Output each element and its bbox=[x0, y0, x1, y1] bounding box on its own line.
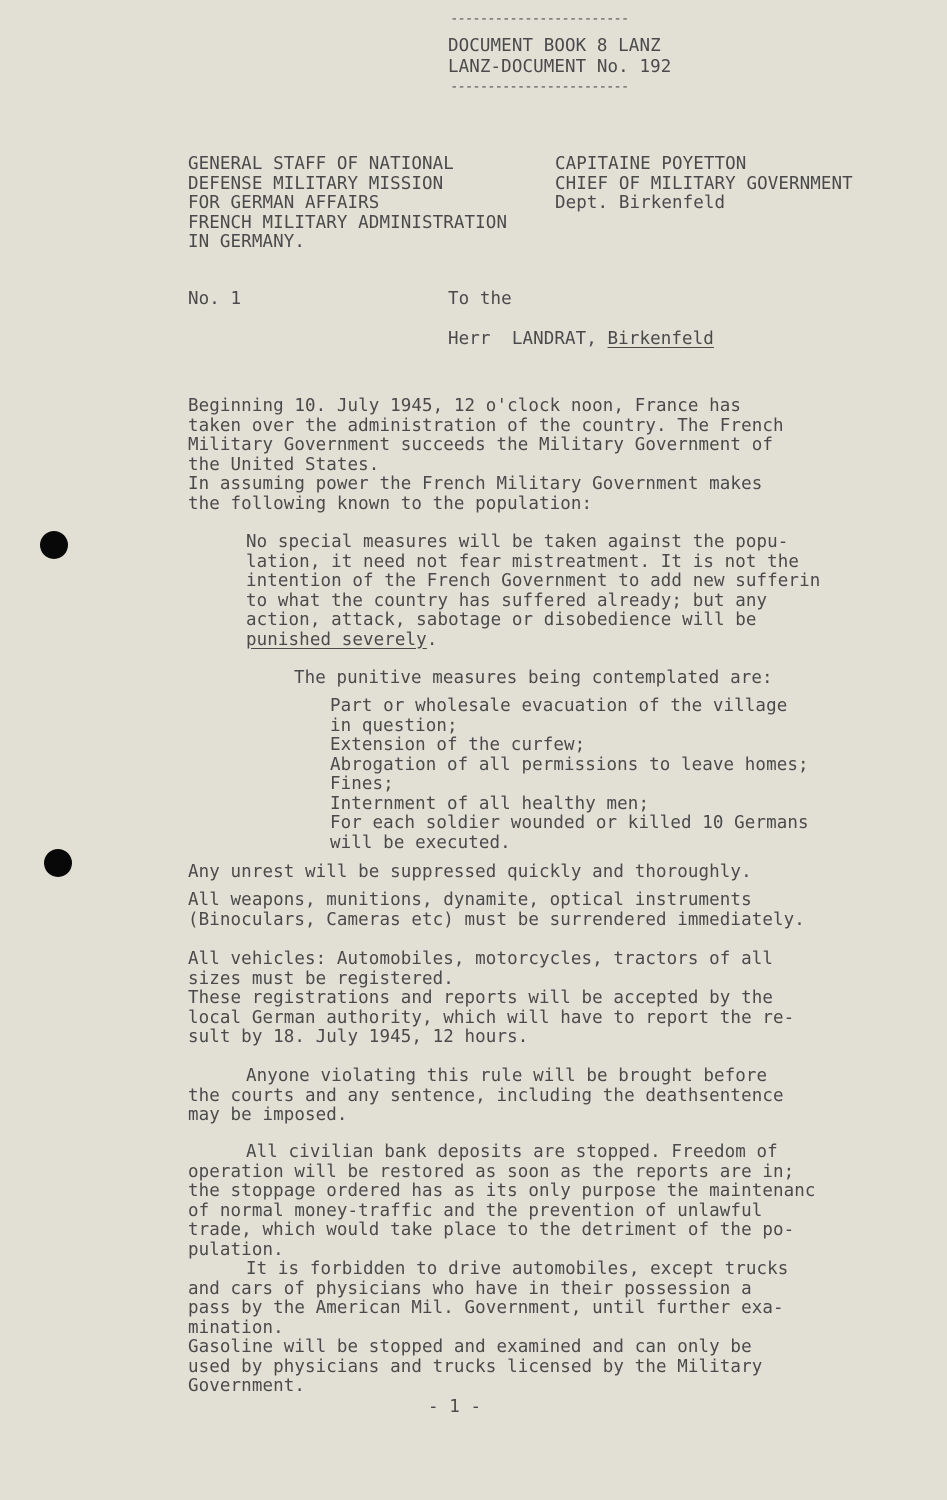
reference-number: No. 1 bbox=[188, 289, 242, 309]
text-line: the following known to the population: bbox=[188, 493, 593, 514]
measure-item: Internment of all healthy men; bbox=[330, 793, 650, 814]
text-line: mination. bbox=[188, 1317, 284, 1338]
measure-item: For each soldier wounded or killed 10 Germans bbox=[330, 813, 809, 833]
header-rule-bottom: ------------------------ bbox=[450, 79, 629, 95]
text-line: the stoppage ordered has as its only purpose the maintenanc bbox=[188, 1181, 816, 1201]
paragraph-no-special-measures bbox=[246, 533, 820, 650]
measures-intro: The punitive measures being contemplated are: bbox=[294, 668, 773, 688]
sender-left-line: FOR GERMAN AFFAIRS bbox=[188, 193, 380, 213]
sender-left-line: DEFENSE MILITARY MISSION bbox=[188, 173, 444, 194]
text-line: All vehicles: Automobiles, motorcycles, tractors of all bbox=[188, 949, 773, 969]
measure-item: Part or wholesale evacuation of the village bbox=[330, 696, 788, 716]
text-line: Beginning 10. July 1945, 12 o'clock noon, France has bbox=[188, 396, 742, 416]
paragraph-vehicles bbox=[188, 950, 794, 1048]
sender-left-line: IN GERMANY. bbox=[188, 232, 305, 252]
text-line: local German authority, which will have to report the re- bbox=[188, 1007, 795, 1028]
text-line: No special measures will be taken against the popu- bbox=[246, 532, 789, 552]
measure-item: Abrogation of all permissions to leave homes; bbox=[330, 754, 809, 775]
sender-right-line: CAPITAINE POYETTON bbox=[555, 154, 747, 174]
text-line: Gasoline will be stopped and examined and can only be bbox=[188, 1337, 752, 1357]
punished-severely: punished severely bbox=[246, 629, 427, 650]
text-line: pulation. bbox=[188, 1239, 284, 1260]
sender-right-line: CHIEF OF MILITARY GOVERNMENT bbox=[555, 173, 853, 194]
text-line: (Binoculars, Cameras etc) must be surrendered immediately. bbox=[188, 909, 805, 930]
text-line: action, attack, sabotage or disobedience will be bbox=[246, 610, 757, 630]
measures-list bbox=[330, 697, 809, 853]
text-line: Anyone violating this rule will be brought before bbox=[246, 1066, 768, 1086]
text-line: used by physicians and trucks licensed by the Military bbox=[188, 1356, 763, 1377]
sender-left-block bbox=[188, 155, 507, 253]
measure-item: in question; bbox=[330, 715, 458, 736]
header-rule-top: ------------------------ bbox=[450, 11, 629, 27]
punch-hole bbox=[44, 849, 72, 877]
text-line: In assuming power the French Military Government makes bbox=[188, 474, 763, 494]
text-line: the United States. bbox=[188, 454, 380, 475]
sender-right-line: Dept. Birkenfeld bbox=[555, 193, 726, 213]
addressee-prefix: Herr LANDRAT, bbox=[448, 329, 608, 349]
sender-right-block bbox=[555, 155, 853, 214]
unrest-line: Any unrest will be suppressed quickly and thoroughly. bbox=[188, 862, 752, 882]
text-line: taken over the administration of the country. The French bbox=[188, 415, 784, 436]
text-line: and cars of physicians who have in their possession a bbox=[188, 1278, 752, 1299]
period: . bbox=[426, 629, 438, 650]
text-line: of normal money-traffic and the prevention of unlawful bbox=[188, 1200, 763, 1221]
paragraph-takeover bbox=[188, 397, 784, 514]
text-line: It is forbidden to drive automobiles, except trucks bbox=[246, 1259, 789, 1279]
text-line: lation, it need not fear mistreatment. It is not the bbox=[246, 551, 800, 572]
to-line: To the bbox=[448, 289, 512, 309]
measure-item: Fines; bbox=[330, 774, 394, 794]
text-line: operation will be restored as soon as the reports are in; bbox=[188, 1161, 795, 1182]
punch-hole bbox=[40, 531, 68, 559]
text-line: These registrations and reports will be accepted by the bbox=[188, 988, 773, 1008]
paragraph-weapons bbox=[188, 891, 805, 930]
text-line: All weapons, munitions, dynamite, optical instruments bbox=[188, 890, 752, 910]
header-document-book: DOCUMENT BOOK 8 LANZ bbox=[448, 36, 661, 56]
text-line: All civilian bank deposits are stopped. Freedom of bbox=[246, 1142, 778, 1162]
sender-left-line: FRENCH MILITARY ADMINISTRATION bbox=[188, 212, 508, 233]
text-line bbox=[246, 631, 820, 651]
addressee bbox=[448, 330, 714, 350]
text-line: pass by the American Mil. Government, until further exa- bbox=[188, 1298, 784, 1318]
paragraph-bank-deposits bbox=[188, 1143, 816, 1397]
addressee-place: Birkenfeld bbox=[607, 329, 714, 349]
text-line: sizes must be registered. bbox=[188, 968, 454, 989]
text-line: the courts and any sentence, including the deathsentence bbox=[188, 1085, 784, 1106]
sender-left-line: GENERAL STAFF OF NATIONAL bbox=[188, 154, 454, 174]
text-line: to what the country has suffered already; but any bbox=[246, 590, 768, 611]
text-line: may be imposed. bbox=[188, 1105, 348, 1125]
text-line: trade, which would take place to the detriment of the po- bbox=[188, 1220, 795, 1240]
paragraph-violation bbox=[188, 1067, 784, 1126]
page-number: - 1 - bbox=[428, 1397, 482, 1417]
text-line: Military Government succeeds the Military Government of bbox=[188, 435, 773, 455]
header-document-number: LANZ-DOCUMENT No. 192 bbox=[448, 57, 672, 77]
measure-item: Extension of the curfew; bbox=[330, 735, 586, 755]
text-line: sult by 18. July 1945, 12 hours. bbox=[188, 1027, 529, 1047]
text-line: Government. bbox=[188, 1376, 305, 1396]
measure-item: will be executed. bbox=[330, 832, 511, 853]
text-line: intention of the French Government to add new sufferin bbox=[246, 571, 821, 591]
